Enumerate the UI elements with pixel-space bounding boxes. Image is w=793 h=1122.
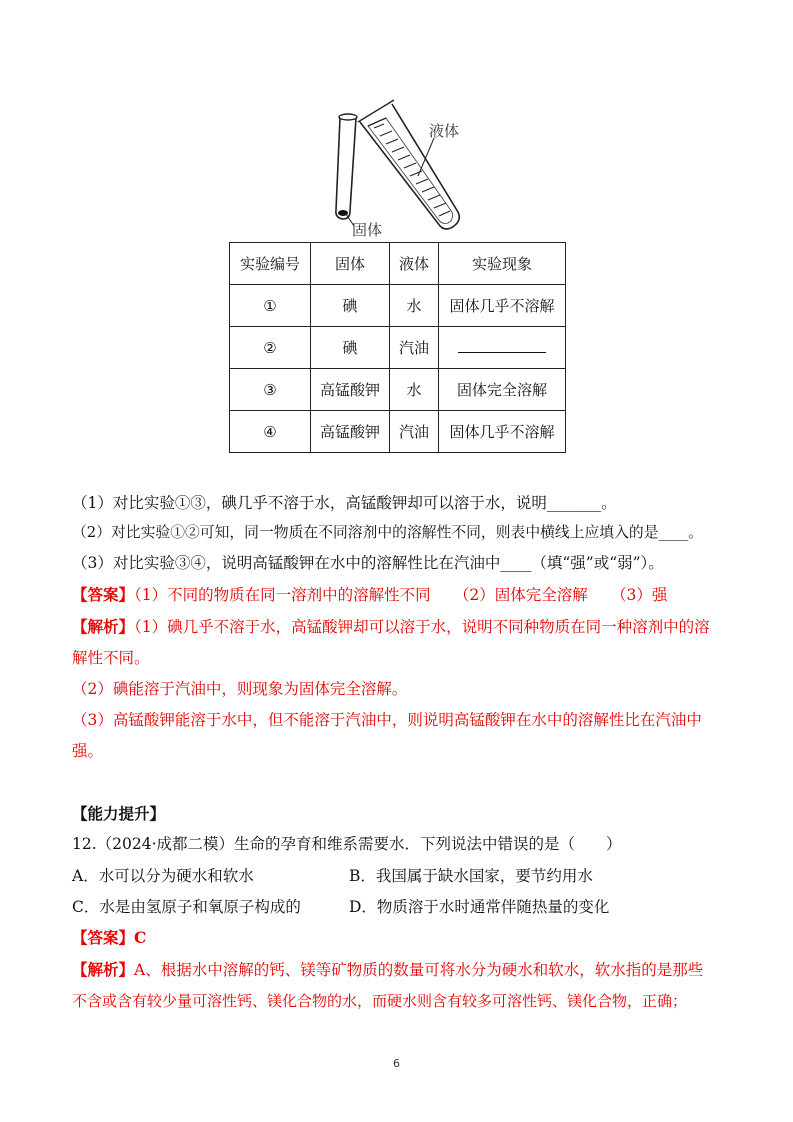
experiment-table <box>229 242 566 453</box>
answer-block-1 <box>72 585 733 605</box>
test-tube-drawing <box>312 92 482 240</box>
header-cell: 实验编号 <box>230 243 311 285</box>
section-title: 【能力提升】 <box>72 804 166 823</box>
table-cell: ① <box>230 285 311 327</box>
answer-tag: 【答案】 <box>72 585 135 604</box>
question-2: （2）对比实验①②可知，同一物质在不同溶剂中的溶解性不同，则表中横线上应填入的是____。 <box>72 524 703 541</box>
option-a: A．水可以分为硬水和软水 <box>72 867 254 885</box>
analysis-tag: 【解析】 <box>72 617 135 636</box>
liquid-label: 液体 <box>429 122 460 140</box>
answer-blank-line <box>458 338 546 353</box>
table-cell: ③ <box>230 369 311 411</box>
table-cell: ② <box>230 327 311 369</box>
answer-text: C <box>134 928 147 947</box>
table-cell: 高锰酸钾 <box>311 369 390 411</box>
table-cell: 固体完全溶解 <box>439 369 566 411</box>
analysis-tag: 【解析】 <box>72 960 135 979</box>
header-cell: 液体 <box>390 243 439 285</box>
table-row <box>230 411 566 453</box>
table-cell: 汽油 <box>390 327 439 369</box>
analysis-line: 不含或含有较少量可溶性钙、镁化合物的水，而硬水则含有较多可溶性钙、镁化合物，正确； <box>72 992 688 1010</box>
header-cell: 实验现象 <box>439 243 566 285</box>
option-c: C．水是由氢原子和氧原子构成的 <box>72 898 301 916</box>
analysis-line: （2）碘能溶于汽油中，则现象为固体完全溶解。 <box>72 680 408 698</box>
test-tube-figure <box>312 92 482 240</box>
question-3: （3）对比实验③④，说明高锰酸钾在水中的溶解性比在汽油中____（填“强”或“弱”）。 <box>72 554 664 572</box>
analysis-line: （3）高锰酸钾能溶于水中，但不能溶于汽油中，则说明高锰酸钾在水中的溶解性比在汽油中 <box>72 711 702 729</box>
table-row <box>230 285 566 327</box>
table-cell: 固体几乎不溶解 <box>439 411 566 453</box>
analysis-block-2 <box>72 960 733 980</box>
analysis-block-1 <box>72 617 733 637</box>
question-12-stem: 12.（2024·成都二模）生命的孕育和维系需要水．下列说法中错误的是（ ） <box>72 835 622 853</box>
option-d: D．物质溶于水时通常伴随热量的变化 <box>349 898 610 916</box>
page-number: 6 <box>393 1057 400 1070</box>
solid-label: 固体 <box>352 221 383 239</box>
analysis-line: A、根据水中溶解的钙、镁等矿物质的数量可将水分为硬水和软水，软水指的是那些 <box>134 961 704 979</box>
table-row <box>230 327 566 369</box>
answer-blank-cell <box>439 327 566 369</box>
analysis-line: 强。 <box>72 742 104 760</box>
table-cell: 固体几乎不溶解 <box>439 285 566 327</box>
answer-tag: 【答案】 <box>72 928 135 947</box>
table-row <box>230 369 566 411</box>
table-cell: 碘 <box>311 327 390 369</box>
header-cell: 固体 <box>311 243 390 285</box>
answer-text: （1）不同的物质在同一溶剂中的溶解性不同 （2）固体完全溶解 （3）强 <box>134 586 668 604</box>
answer-block-2 <box>72 928 733 948</box>
table-cell: 汽油 <box>390 411 439 453</box>
table-cell: 水 <box>390 369 439 411</box>
question-1: （1）对比实验①③，碘几乎不溶于水，高锰酸钾却可以溶于水，说明_______。 <box>72 494 617 512</box>
table-cell: 碘 <box>311 285 390 327</box>
analysis-line: （1）碘几乎不溶于水，高锰酸钾却可以溶于水，说明不同种物质在同一种溶剂中的溶 <box>134 618 710 636</box>
analysis-line: 解性不同。 <box>72 649 150 667</box>
table-cell: 水 <box>390 285 439 327</box>
option-b: B．我国属于缺水国家，要节约用水 <box>349 867 593 885</box>
table-cell: 高锰酸钾 <box>311 411 390 453</box>
table-cell: ④ <box>230 411 311 453</box>
left-test-tube <box>336 114 357 219</box>
table-header-row <box>230 243 566 285</box>
